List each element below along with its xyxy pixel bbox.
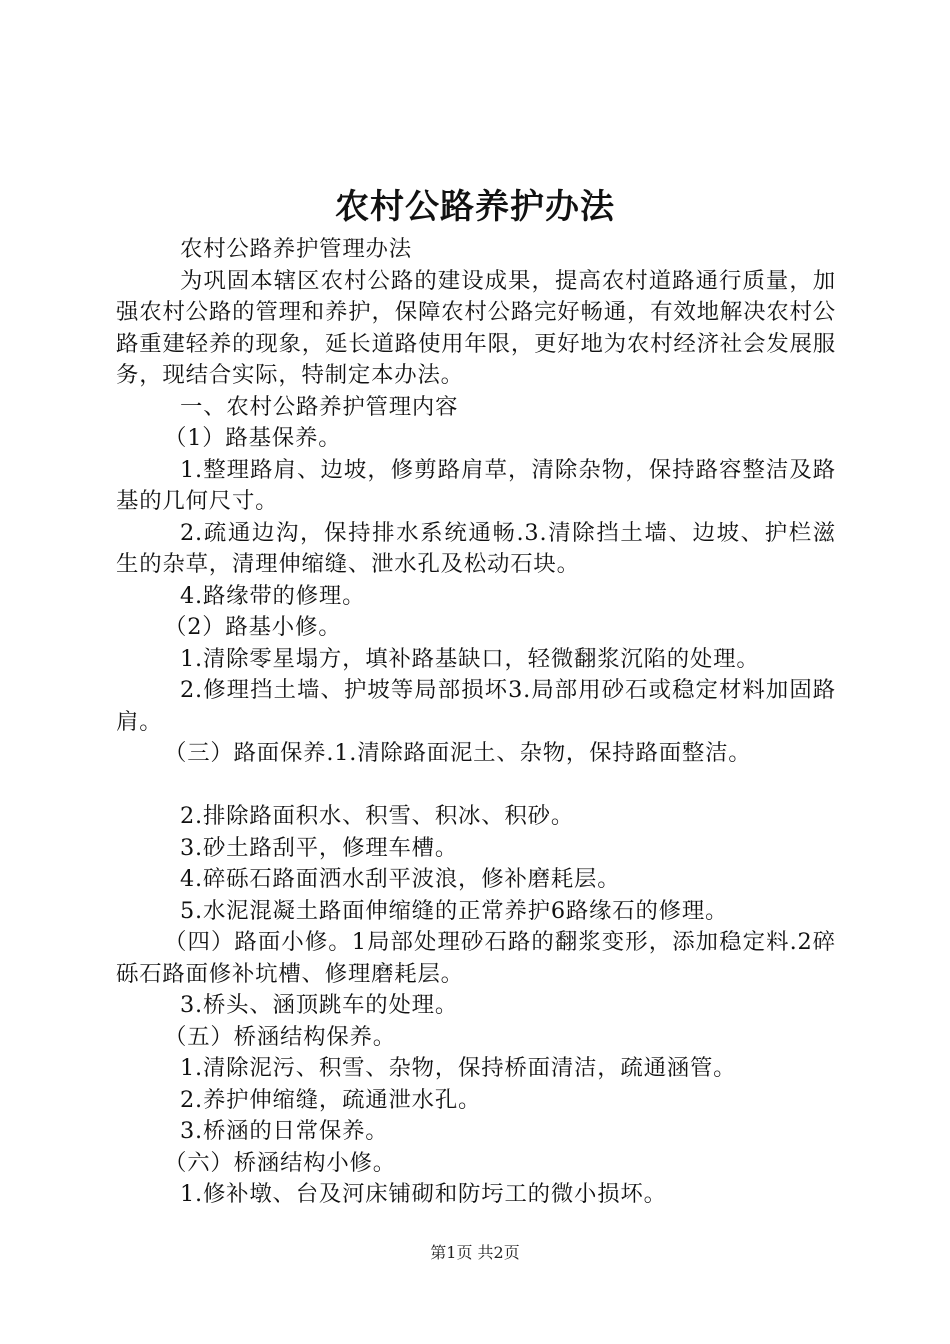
list-item: 2.修理挡土墙、护坡等局部损坏3.局部用砂石或稳定材料加固路肩。	[116, 677, 836, 735]
subsection-heading: （1）路基保养。	[164, 425, 342, 451]
list-item: 2.排除路面积水、积雪、积冰、积砂。	[180, 803, 575, 829]
subsection-heading: （六）桥涵结构小修。	[164, 1149, 396, 1176]
list-item: 1.修补墩、台及河床铺砌和防圬工的微小损坏。	[180, 1181, 667, 1207]
list-item: 1.整理路肩、边坡，修剪路肩草，清除杂物，保持路容整洁及路基的几何尺寸。	[116, 456, 836, 514]
document-title: 农村公路养护办法	[335, 187, 615, 227]
list-item: 2.疏通边沟，保持排水系统通畅.3.清除挡土墙、边坡、护栏滋生的杂草，清理伸缩缝、泄水孔及松动石块。	[116, 519, 836, 577]
list-item: 4.碎砾石路面洒水刮平波浪，修补磨耗层。	[180, 866, 621, 892]
list-item: 4.路缘带的修理。	[180, 582, 366, 609]
list-item: 1.清除零星塌方，填补路基缺口，轻微翻浆沉陷的处理。	[180, 645, 760, 672]
subsection-heading: （四）路面小修。1局部处理砂石路的翻浆变形，添加稳定料.2碎砾石路面修补坑槽、修理磨耗层。	[116, 929, 836, 987]
list-item: 3.砂土路刮平，修理车槽。	[180, 834, 459, 861]
page-number: 第1页 共2页	[430, 1243, 520, 1262]
subsection-heading: （三）路面保养.1.清除路面泥土、杂物，保持路面整洁。	[164, 740, 752, 766]
document-body	[116, 234, 836, 1211]
list-item: 5.水泥混凝土路面伸缩缝的正常养护6路缘石的修理。	[180, 897, 729, 924]
section-heading-1: 一、农村公路养护管理内容	[180, 393, 459, 420]
paragraph-intro: 为巩固本辖区农村公路的建设成果，提高农村道路通行质量，加强农村公路的管理和养护，保障农村公路完好畅通，有效地解决农村公路重建轻养的现象，延长道路使用年限，更好地为农村经济社会发展服务，现结合实际，特制定本办法。	[116, 267, 836, 388]
blank-line	[116, 770, 836, 802]
list-item: 1.清除泥污、积雪、杂物，保持桥面清洁，疏通涵管。	[180, 1055, 737, 1081]
list-item: 2.养护伸缩缝，疏通泄水孔。	[180, 1086, 482, 1113]
subsection-heading: （五）桥涵结构保养。	[164, 1023, 396, 1050]
paragraph-subtitle: 农村公路养护管理办法	[180, 236, 412, 262]
list-item: 3.桥涵的日常保养。	[180, 1118, 389, 1144]
subsection-heading: （2）路基小修。	[164, 614, 342, 640]
list-item: 3.桥头、涵顶跳车的处理。	[180, 992, 459, 1018]
